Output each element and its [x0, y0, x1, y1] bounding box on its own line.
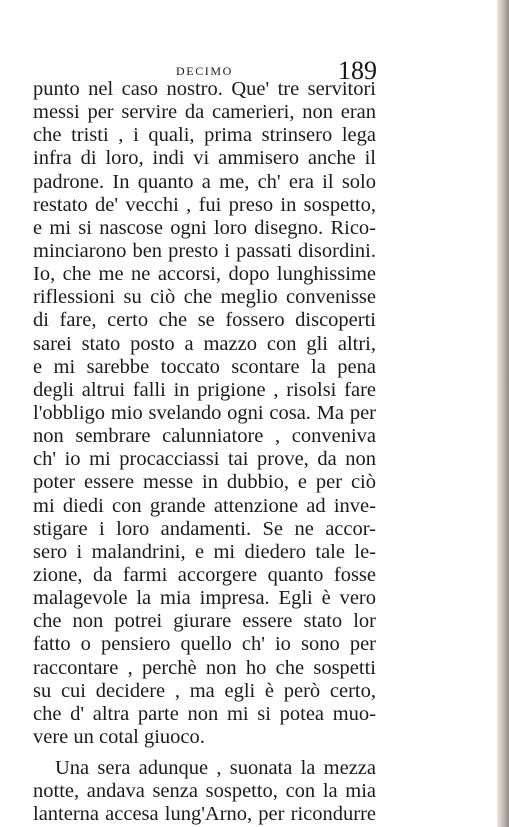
text-line: riflessioni su ciò che meglio convenisse	[33, 286, 376, 309]
paragraph-first-line: Una sera adunque , suonata la mezza	[55, 757, 376, 780]
text-line: restato de' vecchi , fui preso in sospetto,	[33, 193, 376, 216]
text-line: e mi sarebbe toccato scontare la pena	[33, 355, 376, 378]
text-line: l'obbligo mio svelando ogni cosa. Ma per	[33, 401, 376, 424]
text-line: ch' io mi procacciassi tai prove, da non	[33, 448, 376, 471]
text-line: non sembrare calunniatore , conveniva	[33, 425, 376, 448]
page-number: 189	[338, 56, 377, 85]
text-line: lanterna accesa lung'Arno, per ricondurre	[33, 803, 376, 826]
text-line: su cui decidere , ma egli è però certo,	[33, 679, 376, 702]
text-line: punto nel caso nostro. Que' tre servitori	[33, 78, 376, 100]
text-line: poter essere messe in dubbio, e per ciò	[33, 471, 376, 494]
text-line: malagevole la mia impresa. Egli è vero	[33, 587, 376, 610]
text-line: infra di loro, indi vi ammisero anche il	[33, 147, 376, 170]
text-line: notte, andava senza sospetto, con la mia	[33, 780, 376, 803]
text-line: che non potrei giurare essere stato lor	[33, 610, 376, 633]
text-line: zione, da farmi accorgere quanto fosse	[33, 563, 376, 586]
body-text	[33, 78, 376, 827]
text-line: sarei stato posto a mazzo con gli altri,	[33, 332, 376, 355]
text-line: padrone. In quanto a me, ch' era il solo	[33, 170, 376, 193]
text-line: fatto o pensiero quello ch' io sono per	[33, 633, 376, 656]
text-line: sero i malandrini, e mi diedero tale le-	[33, 540, 376, 563]
page-edge	[497, 0, 509, 827]
paragraph-last-line: vere un cotal giuoco.	[33, 725, 205, 748]
text-line: di fare, certo che se fossero discoperti	[33, 309, 376, 332]
text-line: Io, che me ne accorsi, dopo lunghissime	[33, 263, 376, 286]
text-line: mi diedi con grande attenzione ad inve-	[33, 494, 376, 517]
text-line: che tristi , i quali, prima strinsero lega	[33, 124, 376, 147]
text-line: messi per servire da camerieri, non eran	[33, 101, 376, 124]
running-head: DECIMO	[176, 64, 233, 78]
text-line: che d' altra parte non mi si potea muo-	[33, 702, 376, 725]
text-line: e mi si nascose ogni loro disegno. Rico-	[33, 216, 376, 239]
text-line: raccontare , perchè non ho che sospetti	[33, 656, 376, 679]
text-line: stigare i loro andamenti. Se ne accor-	[33, 517, 376, 540]
text-line: minciarono ben presto i passati disordini.	[33, 239, 376, 262]
text-line: degli altrui falli in prigione , risolsi fare	[33, 378, 376, 401]
